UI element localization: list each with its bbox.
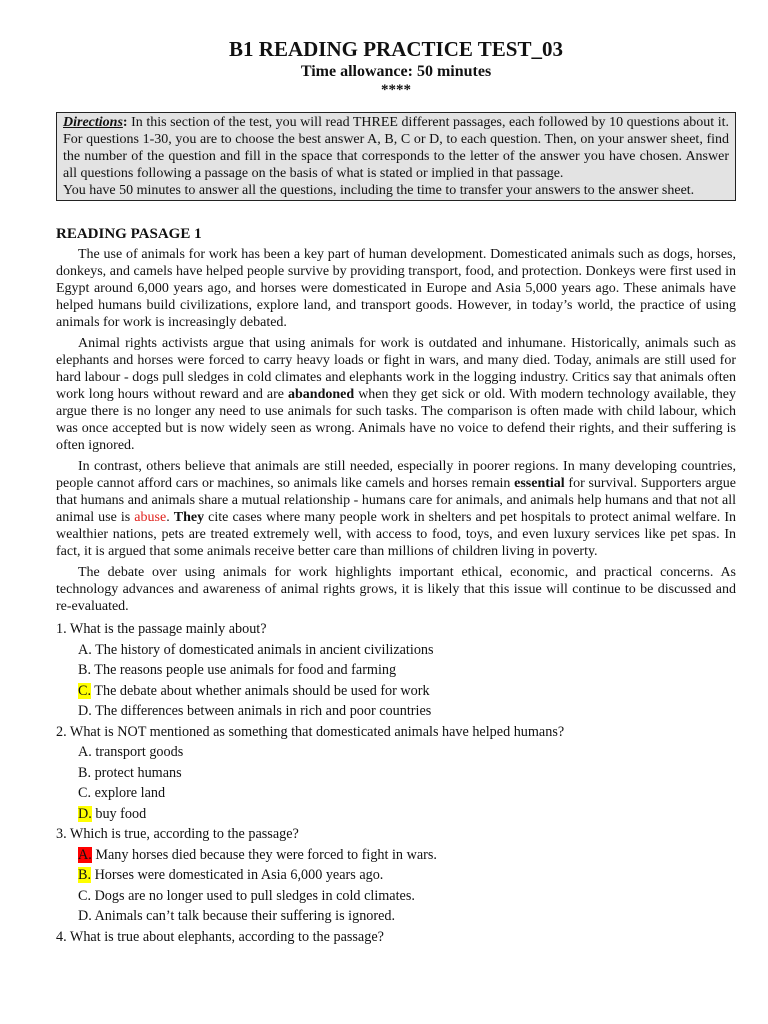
passage-paragraph-2 <box>56 335 736 454</box>
passage-paragraph-3 <box>56 458 736 560</box>
question-stem: 2. What is NOT mentioned as something that domesticated animals have helped humans? <box>56 723 565 740</box>
question-stem: 4. What is true about elephants, according to the passage? <box>56 928 384 945</box>
option-letter: B. <box>78 662 92 678</box>
question-stem: 3. Which is true, according to the passage? <box>56 826 299 842</box>
passage-heading: READING PASAGE 1 <box>56 226 202 242</box>
option-text: The reasons people use animals for food and farming <box>91 662 397 678</box>
answer-option[interactable] <box>78 906 736 927</box>
option-text: buy food <box>91 805 147 822</box>
option-letter: A. <box>78 641 92 658</box>
option-text: The debate about whether animals should be used for work <box>91 682 430 699</box>
paragraph-text: when they get sick or old. With modern technology available, they argue there is no longer any need to use animals for such tasks. The comparison is often made with child labour, which was once accepted but is now widely seen as wrong. Animals have no voice to defend their rights, and their suffering is often ignored. <box>56 387 737 453</box>
option-letter: A. <box>78 846 92 863</box>
option-letter: C. <box>78 887 92 904</box>
question-list <box>56 619 736 947</box>
directions-text <box>63 114 729 182</box>
directions-body: In this section of the test, you will read THREE different passages, each followed by 10 questions about it. For questions 1-30, you are to choose the best answer A, B, C or D, to each question. Then, on your answer sheet, find the number of the question and fill in the space that corresponds to the letter of the answer you have chosen. Answer all questions following a passage on the basis of what is stated or implied in that passage. <box>63 115 729 181</box>
option-letter: C. <box>78 682 92 699</box>
option-letter: D. <box>78 805 92 822</box>
paragraph-text: cite cases where many people work in shelters and pet hospitals to protect animal welfare. In wealthier nations, pets are treated extremely well, with access to food, toys, and even luxury services like pet spas. In fact, it is argued that some animals receive better care than millions of children living in poverty. <box>56 510 737 559</box>
paragraph-text: . <box>166 510 174 525</box>
time-allowance: Time allowance: 50 minutes <box>300 63 492 80</box>
answer-option[interactable] <box>78 886 736 907</box>
question-stem: 1. What is the passage mainly about? <box>56 621 267 637</box>
option-text: protect humans <box>91 764 182 781</box>
option-text: explore land <box>91 785 166 801</box>
answer-option[interactable] <box>78 681 736 702</box>
document-page <box>56 36 736 947</box>
paragraph-text: Animal rights activists argue that using animals for work is outdated and inhumane. Historically, animals such as elephants and horses were forced to carry heavy loads or fight in wars, and many died. Today, animals are still used for hard labour - dogs pull sledges in cold climates and elephants work in the logging industry. Critics say that animals often work long hours without reward and are <box>56 336 736 402</box>
stars-divider: **** <box>381 82 411 98</box>
directions-colon: : <box>122 115 128 130</box>
option-letter: B. <box>78 764 92 781</box>
answer-option[interactable] <box>78 763 736 784</box>
option-text: Animals can’t talk because their suffering is ignored. <box>91 908 396 924</box>
bold-word: abandoned <box>288 387 355 402</box>
option-letter: C. <box>78 785 92 801</box>
answer-option[interactable] <box>78 701 736 722</box>
option-letter: A. <box>78 744 92 760</box>
option-text: Horses were domesticated in Asia 6,000 years ago. <box>91 867 384 883</box>
answer-option[interactable] <box>78 640 736 661</box>
option-letter: B. <box>78 867 92 883</box>
option-text: The history of domesticated animals in ancient civilizations <box>91 641 434 658</box>
paragraph-text: In contrast, others believe that animals are still needed, especially in poorer regions. In many developing countries, people cannot afford cars or machines, so animals like camels and horses remain <box>56 459 736 491</box>
paragraph-text: for survival. Supporters argue that humans and animals share a mutual relationship - humans care for animals, and animals help humans and that not all animal use is <box>56 476 736 525</box>
answer-option[interactable] <box>78 742 736 763</box>
passage-paragraph-1: The use of animals for work has been a key part of human development. Domesticated animals such as dogs, horses, donkeys, and camels have helped people survive by providing transport, food, and protection. Donkeys were first used in Egypt around 6,000 years ago, and horses were domesticated in Europe and Asia 5,000 years ago. These animals have helped humans build civilizations, explore land, and transport goods. However, in today’s world, the practice of using animals for work is increasingly debated. <box>56 247 736 330</box>
option-text: Many horses died because they were forced to fight in wars. <box>91 846 437 863</box>
answer-option[interactable] <box>78 804 736 825</box>
option-text: The differences between animals in rich and poor countries <box>91 703 432 719</box>
passage-paragraph-4: The debate over using animals for work highlights important ethical, economic, and practical concerns. As technology advances and awareness of animal rights grows, it is likely that this issue will continue to be discussed and re-evaluated. <box>56 565 736 614</box>
answer-option[interactable] <box>78 865 736 886</box>
directions-note: You have 50 minutes to answer all the questions, including the time to transfer your answers to the answer sheet. <box>63 183 695 198</box>
page-title: B1 READING PRACTICE TEST_03 <box>229 37 563 61</box>
bold-word: essential <box>514 476 565 491</box>
answer-option[interactable] <box>78 845 736 866</box>
directions-label: Directions <box>63 115 123 130</box>
answer-option[interactable] <box>78 783 736 804</box>
red-word: abuse <box>134 510 167 525</box>
directions-box <box>56 112 736 201</box>
option-text: transport goods <box>91 744 184 760</box>
option-letter: D. <box>78 908 92 924</box>
bold-word: They <box>173 510 205 525</box>
option-text: Dogs are no longer used to pull sledges in cold climates. <box>91 887 415 904</box>
option-letter: D. <box>78 703 92 719</box>
answer-option[interactable] <box>78 660 736 681</box>
